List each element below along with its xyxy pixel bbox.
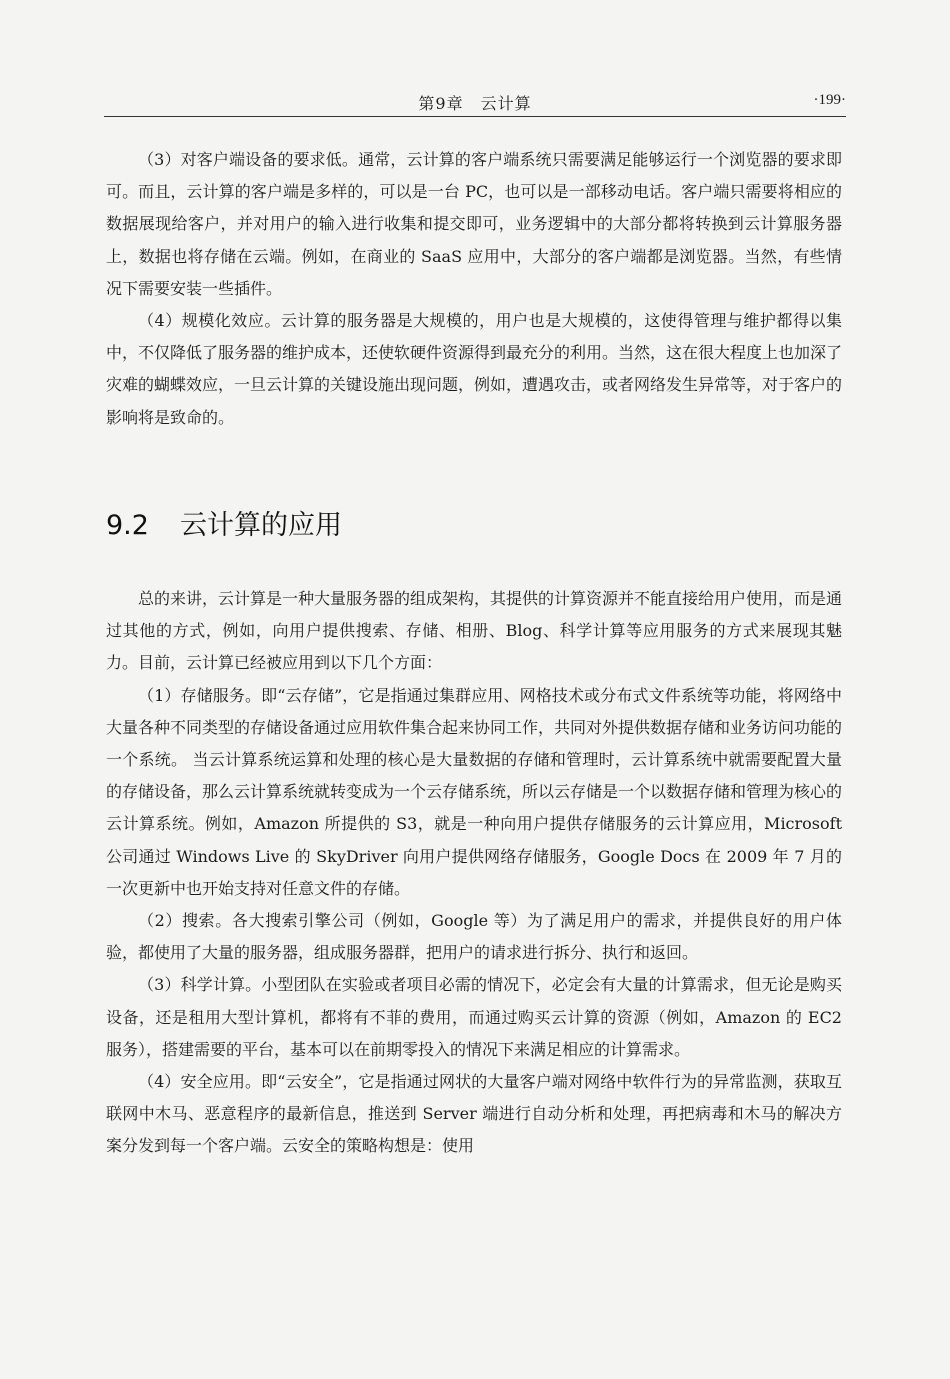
paragraph-security-application: （4）安全应用。即“云安全”，它是指通过网状的大量客户端对网络中软件行为的异常监测，获取互联网中木马、恶意程序的最新信息，推送到 Server 端进行自动分析和处理，再把病毒和木马的解决方案分发到每一个客户端。云安全的策略构想是：使用 [106, 1072, 842, 1156]
paragraph-scale-effect: （4）规模化效应。云计算的服务器是大规模的，用户也是大规模的，这使得管理与维护都得以集中，不仅降低了服务器的维护成本，还使软硬件资源得到最充分的利用。当然，这在很大程度上也加深了灾难的蝴蝶效应，一旦云计算的关键设施出现问题，例如，遭遇攻击，或者网络发生异常等，对于客户的影响将是致命的。 [106, 311, 843, 427]
paragraph-client-requirements: （3）对客户端设备的要求低。通常，云计算的客户端系统只需要满足能够运行一个浏览器的要求即可。而且，云计算的客户端是多样的，可以是一台 PC，也可以是一部移动电话。客户端只需要将相应的数据展现给客户，并对用户的输入进行收集和提交即可，业务逻辑中的大部分都将转换到云计算服务器上，数据也将存储在云端。例如，在商业的 SaaS 应用中，大部分的客户端都是浏览器。当然，有些情况下需要安装一些插件。 [106, 150, 842, 298]
running-header-chapter: 第9章 云计算 [418, 94, 532, 113]
intro-text-block [106, 144, 842, 434]
paragraph-scientific-computing: （3）科学计算。小型团队在实验或者项目必需的情况下，必定会有大量的计算需求，但无论是购买设备，还是租用大型计算机，都将有不菲的费用，而通过购买云计算的资源（例如，Amazon 的 EC2 服务），搭建需要的平台，基本可以在前期零投入的情况下来满足相应的计算需求。 [106, 975, 842, 1059]
paragraph-overview: 总的来讲，云计算是一种大量服务器的组成架构，其提供的计算资源并不能直接给用户使用，而是通过其他的方式，例如，向用户提供搜索、存储、相册、Blog、科学计算等应用服务的方式来展现其魅力。目前，云计算已经被应用到以下几个方面： [106, 589, 843, 673]
section-body-block [106, 583, 842, 1163]
paragraph-storage-service: （1）存储服务。即“云存储”，它是指通过集群应用、网格技术或分布式文件系统等功能，将网络中大量各种不同类型的存储设备通过应用软件集合起来协同工作，共同对外提供数据存储和业务访问功能的一个系统。 当云计算系统运算和处理的核心是大量数据的存储和管理时，云计算系统中就需要配置大量的存储设备，那么云计算系统就转变成为一个云存储系统，所以云存储是一个以数据存储和管理为核心的云计算系统。例如，Amazon 所提供的 S3，就是一种向用户提供存储服务的云计算应用，Microsoft 公司通过 Windows Live 的 SkyDriver 向用户提供网络存储服务，Google Docs 在 2009 年 7 月的一次更新中也开始支持对任意文件的存储。 [106, 685, 843, 898]
section-number: 9.2 [106, 510, 149, 541]
page-header [104, 88, 846, 117]
section-heading [106, 503, 342, 542]
paragraph-search: （2）搜索。各大搜索引擎公司（例如，Google 等）为了满足用户的需求，并提供良好的用户体验，都使用了大量的服务器，组成服务器群，把用户的请求进行拆分、执行和返回。 [106, 911, 842, 963]
section-title: 云计算的应用 [180, 510, 342, 541]
page-number: ·199· [813, 92, 846, 108]
